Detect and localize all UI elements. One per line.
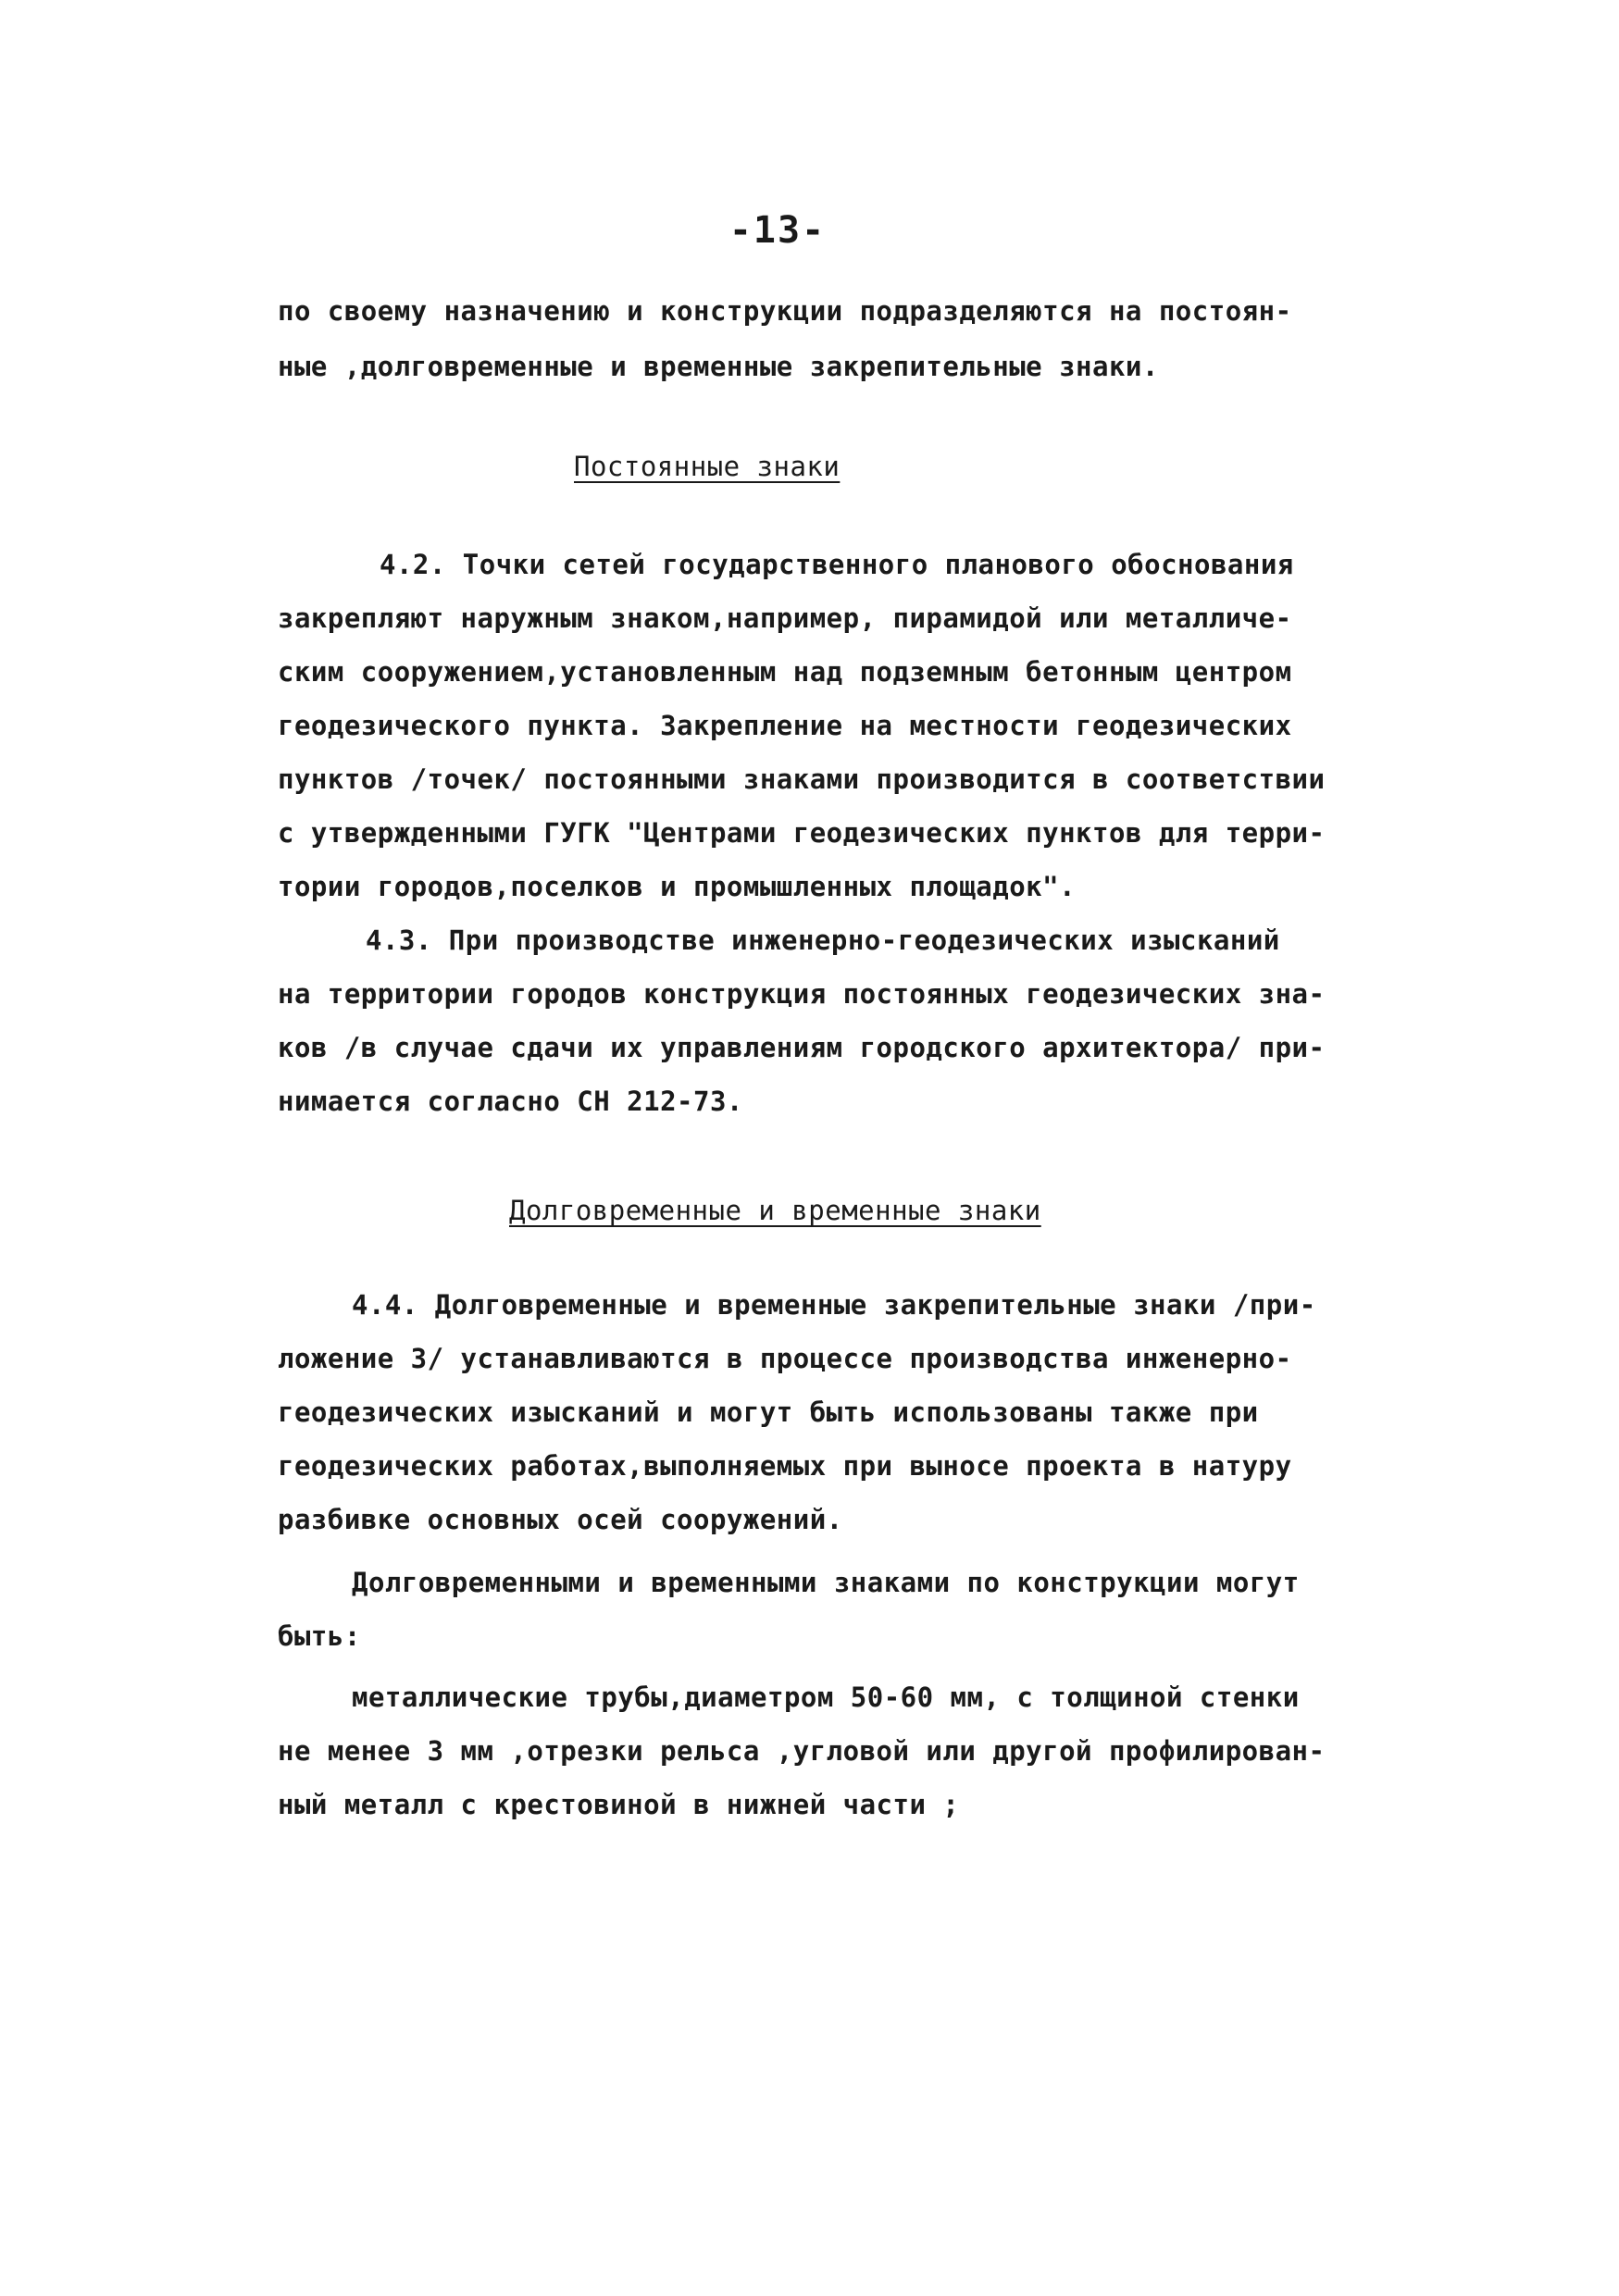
text-line: ложение 3/ устанавливаются в процессе производства инженерно- bbox=[278, 1343, 1292, 1374]
text-line: на территории городов конструкция постоянных геодезических зна- bbox=[278, 978, 1326, 1010]
text-line: тории городов,поселков и промышленных площадок". bbox=[278, 871, 1077, 902]
text-line: разбивке основных осей сооружений. bbox=[278, 1504, 843, 1535]
text-line: закрепляют наружным знаком,например, пирамидой или металличе- bbox=[278, 602, 1292, 634]
text-line: 4.3. При производстве инженерно-геодезических изысканий bbox=[366, 925, 1280, 956]
text-line: с утвержденными ГУГК "Центрами геодезических пунктов для терри- bbox=[278, 817, 1326, 849]
text-line: геодезических изысканий и могут быть использованы также при bbox=[278, 1396, 1259, 1428]
text-line: по своему назначению и конструкции подразделяются на постоян- bbox=[278, 295, 1292, 327]
text-line: геодезического пункта. Закрепление на местности геодезических bbox=[278, 710, 1292, 741]
text-line: быть: bbox=[278, 1620, 361, 1652]
text-line: нимается согласно СН 212-73. bbox=[278, 1086, 743, 1117]
text-line: ный металл с крестовиной в нижней части ; bbox=[278, 1789, 960, 1820]
text-line: ским сооружением,установленным над подземным бетонным центром bbox=[278, 656, 1292, 688]
text-line: ков /в случае сдачи их управлениям городского архитектора/ при- bbox=[278, 1032, 1326, 1063]
text-line: 4.2. Точки сетей государственного планового обоснования bbox=[380, 549, 1294, 580]
section-heading-long-term-and-temporary-signs: Долговременные и временные знаки bbox=[509, 1195, 1041, 1226]
text-line: геодезических работах,выполняемых при выносе проекта в натуру bbox=[278, 1450, 1292, 1482]
text-line: не менее 3 мм ,отрезки рельса ,угловой или другой профилирован- bbox=[278, 1735, 1326, 1767]
page-number: -13- bbox=[729, 209, 827, 252]
text-line: металлические трубы,диаметром 50-60 мм, с толщиной стенки bbox=[352, 1682, 1300, 1713]
text-line: пунктов /точек/ постоянными знаками производится в соответствии bbox=[278, 763, 1326, 795]
text-line: 4.4. Долговременные и временные закрепительные знаки /при- bbox=[352, 1289, 1316, 1321]
text-line: ные ,долговременные и временные закрепительные знаки. bbox=[278, 351, 1159, 382]
section-heading-permanent-signs: Постоянные знаки bbox=[574, 451, 841, 482]
text-line: Долговременными и временными знаками по конструкции могут bbox=[352, 1567, 1300, 1598]
